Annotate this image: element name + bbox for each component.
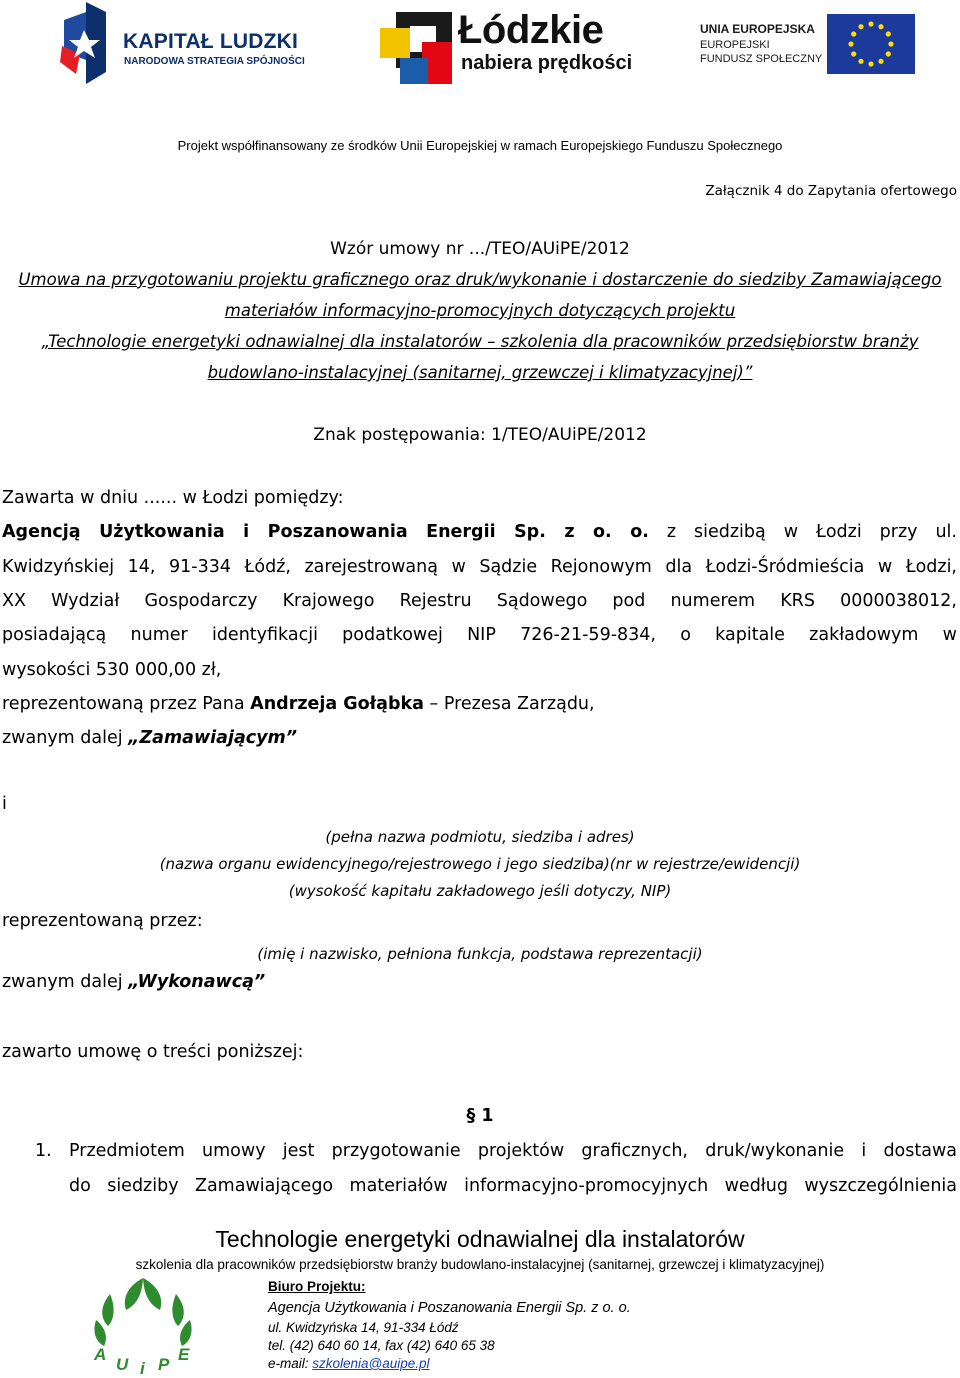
party2-note-capital: (wysokość kapitału zakładowego jeśli dotyczy, NIP) — [288, 882, 672, 900]
footer-email-label: e-mail: — [268, 1356, 313, 1371]
lodzkie-logo — [380, 0, 650, 90]
kapital-ludzki-emblem — [58, 2, 118, 86]
section-heading: § 1 — [466, 1106, 494, 1126]
footer-project-subtitle: szkolenia dla pracowników przedsiębiorstw branży budowlano-instalacyjnej (sanitarnej, grzewczej i klimatyzacyjnej) — [135, 1257, 825, 1272]
party2-called-prefix: zwanym dalej — [2, 972, 129, 992]
footer-address: ul. Kwidzyńska 14, 91-334 Łódź — [268, 1320, 459, 1335]
subject-line-4-text: budowlano-instalacyjnej (sanitarnej, grzewczej i klimatyzacyjnej)” — [207, 363, 753, 382]
eu-logo-line1: UNIA EUROPEJSKA — [700, 22, 815, 36]
party1-called-prefix: zwanym dalej — [2, 728, 129, 748]
subject-line-1-text: Umowa na przygotowaniu projektu graficznego oraz druk/wykonanie i dostarczenie do siedziby Zamawiającego — [18, 270, 942, 289]
eu-logo — [700, 14, 920, 74]
party1-line2: Kwidzyńskiej 14, 91-334 Łódź, zarejestrowaną w Sądzie Rejonowym dla Łodzi-Śródmieścia w Łodzi, — [2, 557, 957, 577]
party2-note-registry: (nazwa organu ewidencyjnego/rejestrowego i jego siedziba)(nr w rejestrze/ewidencji) — [159, 855, 801, 873]
party1-represented-suffix: – Prezesa Zarządu, — [423, 694, 595, 714]
party2-note-full-name: (pełna nazwa podmiotu, siedziba i adres) — [325, 828, 635, 846]
concluded-line: Zawarta w dniu ...... w Łodzi pomiędzy: — [2, 488, 344, 508]
footer-project-title: Technologie energetyki odnawialnej dla instalatorów — [215, 1226, 745, 1252]
auipe-logo — [88, 1276, 198, 1376]
footer-office-label: Biuro Projektu: — [268, 1279, 366, 1294]
eu-flag-icon — [827, 14, 915, 74]
lodzkie-subtitle: nabiera prędkości — [461, 52, 633, 74]
subject-line-2-text: materiałów informacyjno-promocyjnych dotyczących projektu — [224, 301, 736, 320]
subject-line-2 — [0, 301, 960, 320]
party1-line1-tail: z siedzibą w Łodzi przy ul. — [666, 522, 957, 542]
footer-email-line — [268, 1356, 430, 1371]
kapital-ludzki-logo — [58, 2, 328, 92]
eu-logo-line2: EUROPEJSKI — [700, 39, 770, 51]
lodzkie-emblem — [380, 12, 452, 84]
party2-called-name: „Wykonawcą” — [128, 972, 266, 992]
concluded-contract-line: zawarto umowę o treści poniższej: — [2, 1042, 304, 1062]
lodzkie-title: Łódzkie — [458, 8, 604, 52]
party1-called-name: „Zamawiającym” — [128, 728, 298, 748]
kapital-ludzki-subtitle: NARODOWA STRATEGIA SPÓJNOŚCI — [124, 56, 305, 67]
party1-called — [2, 728, 297, 748]
footer-office-name: Agencja Użytkowania i Poszanowania Energii Sp. z o. o. — [268, 1300, 631, 1316]
party1-line4: posiadającą numer identyfikacji podatkowej NIP 726-21-59-834, o kapitale zakładowym w — [2, 625, 957, 645]
party1-represented-prefix: reprezentowaną przez Pana — [2, 694, 251, 714]
and-word: i — [2, 794, 7, 814]
contract-title: Wzór umowy nr .../TEO/AUiPE/2012 — [330, 239, 630, 259]
annex-label: Załącznik 4 do Zapytania ofertowego — [705, 183, 957, 199]
eu-logo-line3: FUNDUSZ SPOŁECZNY — [700, 53, 823, 65]
subject-line-3-text: „Technologie energetyki odnawialnej dla instalatorów – szkolenia dla pracowników przedsiębiorstw branży — [41, 332, 919, 351]
subject-line-1 — [0, 270, 960, 289]
party2-called — [2, 972, 265, 992]
footer-phone: tel. (42) 640 60 14, fax (42) 640 65 38 — [268, 1338, 495, 1353]
auipe-logo-letter-u: U — [116, 1355, 129, 1374]
party1-line1 — [2, 522, 957, 542]
party1-name: Agencją Użytkowania i Poszanowania Energii Sp. z o. o. — [2, 522, 649, 542]
subject-line-3 — [0, 332, 960, 351]
case-number: Znak postępowania: 1/TEO/AUiPE/2012 — [313, 425, 647, 445]
auipe-logo-letter-a: A — [94, 1345, 107, 1364]
footer-email-link[interactable]: szkolenia@auipe.pl — [312, 1356, 430, 1371]
party1-line5: wysokości 530 000,00 zł, — [2, 660, 222, 680]
item1-line2: do siedziby Zamawiającego materiałów informacyjno-promocyjnych według wyszczególnienia — [69, 1176, 957, 1196]
subject-line-4 — [0, 363, 960, 382]
auipe-logo-letter-p: P — [158, 1355, 170, 1374]
auipe-logo-letter-e: E — [178, 1345, 190, 1364]
project-cofinancing-line: Projekt współfinansowany ze środków Unii Europejskiej w ramach Europejskiego Funduszu Społecznego — [177, 138, 783, 153]
item1-line1: Przedmiotem umowy jest przygotowanie projektów graficznych, druk/wykonanie i dostawa — [69, 1141, 957, 1161]
party1-representative-name: Andrzeja Gołąbka — [250, 694, 424, 714]
item1-number: 1. — [35, 1141, 52, 1161]
auipe-logo-letter-i: i — [140, 1359, 145, 1376]
party1-line3: XX Wydział Gospodarczy Krajowego Rejestru Sądowego pod numerem KRS 0000038012, — [2, 591, 957, 611]
party1-represented — [2, 694, 595, 714]
party2-note-representative: (imię i nazwisko, pełniona funkcja, podstawa reprezentacji) — [257, 945, 703, 963]
party2-represented: reprezentowaną przez: — [2, 911, 203, 931]
kapital-ludzki-title: KAPITAŁ LUDZKI — [123, 30, 299, 53]
auipe-logo-icon — [88, 1276, 198, 1376]
